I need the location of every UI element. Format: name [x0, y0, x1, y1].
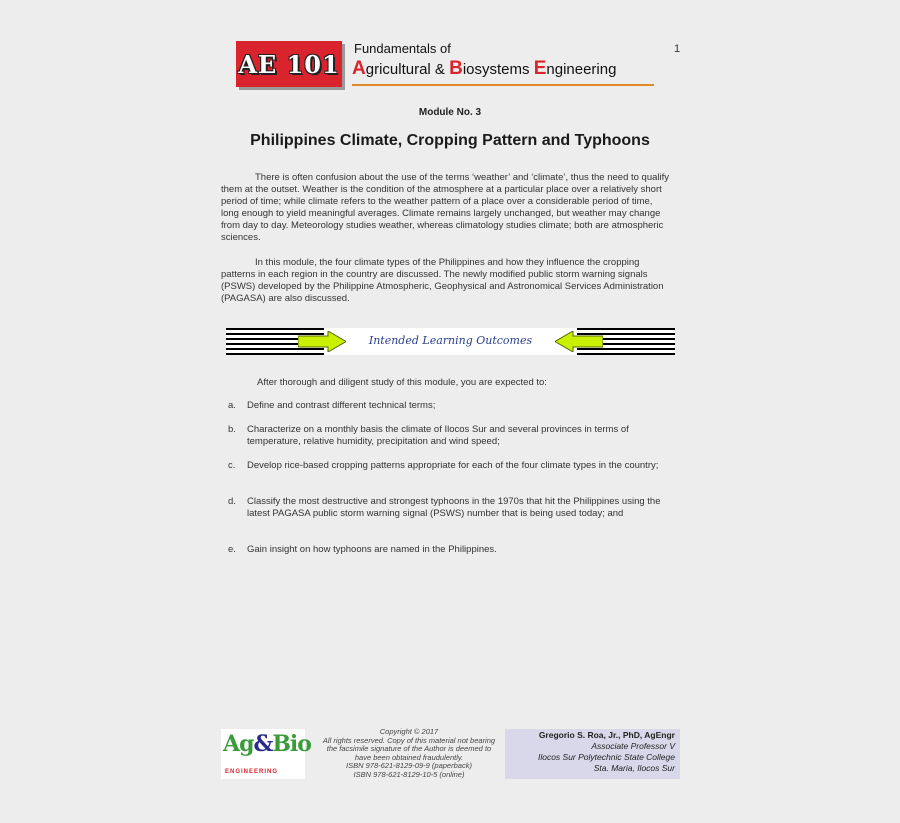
initial-e: E — [533, 58, 547, 79]
initial-b: B — [449, 58, 463, 79]
intro-paragraph: There is often confusion about the use of the terms ‘weather’ and ‘climate’, thus the need to qualify them at the outset. Weather is the condition of the atmosphere at a particular place over a relatively short period of time; while climate refers to the weather pattern of a place over a considerable period of time, long enough to yield meaningful averages. Climate remains largely unchanged, but weather may change from day to day. Meteorology studies weather, whereas climatology studies climate; both are atmospheric sciences. — [221, 172, 670, 243]
list-item — [228, 496, 668, 520]
banner-underline — [352, 84, 654, 86]
list-text: Characterize on a monthly basis the climate of Ilocos Sur and several provinces in terms of temperature, relative humidity, precipitation and wind speed; — [247, 424, 629, 447]
list-item — [228, 424, 668, 448]
copyright-line: ISBN 978-621-8129-09-9 (paperback) — [346, 761, 472, 771]
list-letter: c. — [228, 460, 236, 471]
word-agricultural: gricultural & — [365, 61, 450, 78]
list-letter: d. — [228, 496, 236, 507]
page-footer — [221, 728, 680, 780]
word-biosystems: iosystems — [462, 61, 534, 78]
author-name: Gregorio S. Roa, Jr., PhD, AgEngr — [538, 730, 675, 740]
word-engineering: ngineering — [546, 61, 617, 78]
list-item — [228, 400, 668, 412]
list-item — [228, 544, 668, 556]
logo-text — [223, 731, 311, 757]
copyright-notice — [309, 728, 509, 780]
initial-a: A — [352, 58, 366, 79]
module-paragraph: In this module, the four climate types of the Philippines and how they influence the cropping patterns in each region in the country are discussed. The newly modified public storm warning signals (PSWS) developed by the Philippine Atmospheric, Geophysical and Astronomical Services Administration (PAGASA) are also discussed. — [221, 257, 664, 304]
list-letter: b. — [228, 424, 236, 435]
list-item — [228, 460, 668, 472]
course-title-line2 — [352, 58, 616, 80]
logo-bio: Bio — [272, 731, 311, 757]
course-title-line1: Fundamentals of — [354, 41, 451, 56]
copyright-line: ISBN 978-621-8129-10-5 (online) — [353, 769, 465, 779]
arrow-right-icon — [298, 331, 346, 352]
copyright-line: the facsimile signature of the Author is deemed to — [326, 744, 492, 754]
logo-subtitle: ENGINEERING — [225, 769, 279, 775]
copyright-line: have been obtained fraudulently. — [354, 752, 464, 762]
author-school: Ilocos Sur Polytechnic State College — [537, 752, 675, 762]
logo-amp: & — [253, 731, 273, 757]
list-text: Classify the most destructive and strongest typhoons in the 1970s that hit the Philippines using the latest PAGASA public storm warning signal (PSWS) number that is being used today; and — [247, 496, 661, 519]
page-number: 1 — [674, 43, 681, 55]
ilo-label: Intended Learning Outcomes — [368, 334, 533, 347]
course-code: AE 101 — [238, 49, 340, 79]
course-badge — [236, 41, 342, 87]
list-letter: e. — [228, 544, 236, 555]
copyright-line: Copyright © 2017 — [379, 727, 439, 736]
ilo-banner — [226, 328, 675, 355]
list-text: Gain insight on how typhoons are named in the Philippines. — [247, 544, 497, 555]
copyright-line: All rights reserved. Copy of this material not bearing — [322, 735, 496, 745]
author-location: Sta. Maria, Ilocos Sur — [593, 763, 675, 773]
objectives-intro: After thorough and diligent study of this module, you are expected to: — [257, 377, 547, 388]
course-banner — [236, 41, 654, 89]
document-title: Philippines Climate, Cropping Pattern and Typhoons — [250, 132, 650, 149]
arrow-left-icon — [555, 331, 603, 352]
agbio-logo — [221, 729, 311, 779]
list-text: Define and contrast different technical terms; — [247, 400, 436, 411]
logo-ag: Ag — [223, 731, 254, 757]
author-title: Associate Professor V — [591, 741, 675, 751]
list-letter: a. — [228, 400, 236, 411]
module-number: Module No. 3 — [418, 107, 482, 118]
list-text: Develop rice-based cropping patterns appropriate for each of the four climate types in the country; — [247, 460, 659, 471]
author-box — [505, 729, 680, 779]
